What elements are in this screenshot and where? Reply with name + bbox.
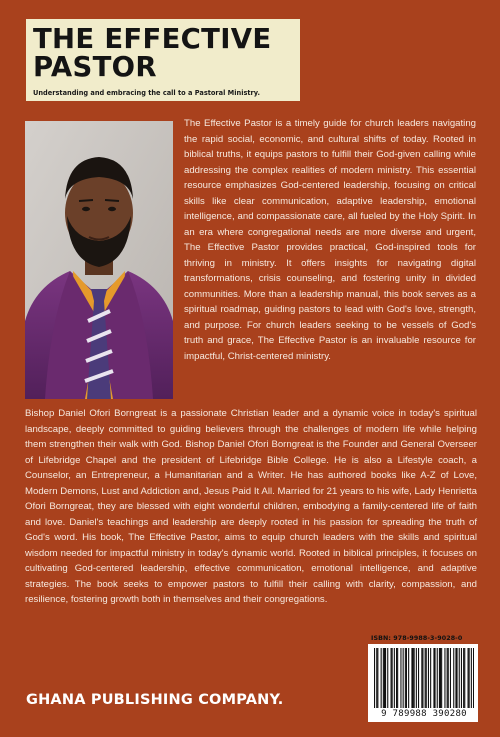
book-description: The Effective Pastor is a timely guide for church leaders navigating the rapid social, economic, and cultural shifts of today. Rooted in biblical truths, it equips pastors to fulfill their God-given calling while addressing the complex realities of modern ministry. This essential resource emphasizes God-centered leadership, focusing on critical skills like clear communication, adaptive leadership, emotional intelligence, and compassionate care, all fueled by the Holy Spirit. In an era where congregational needs are more diverse and urgent, The Effective Pastor provides practical, God-inspired tools for thriving in ministry. It offers insights for navigating digital transformations, crisis counseling, and fostering unity in divided communities. More than a leadership manual, this book serves as a spiritual roadmap, guiding pastors to lead with God's love, strength, and purpose. For church leaders seeking to be vessels of God's truth and grace, The Effective Pastor is an invaluable resource for impactful, Christ-centered ministry. bbox=[184, 118, 476, 362]
barcode-block bbox=[368, 635, 478, 719]
author-portrait-image bbox=[25, 121, 173, 399]
book-title-line-2: PASTOR bbox=[33, 51, 157, 83]
barcode-icon bbox=[374, 648, 474, 708]
title-box bbox=[26, 19, 300, 101]
barcode-number: 9 789988 390280 bbox=[381, 709, 467, 719]
book-title-line-1: THE EFFECTIVE bbox=[33, 23, 272, 55]
author-photo bbox=[25, 121, 173, 399]
barcode-label bbox=[368, 644, 478, 722]
publisher-name: GHANA PUBLISHING COMPANY. bbox=[26, 692, 284, 708]
author-bio: Bishop Daniel Ofori Borngreat is a passionate Christian leader and a dynamic voice in today's spiritual landscape, deeply committed to guiding believers through the challenges of modern life while helping them strengthen their walk with God. Bishop Daniel Ofori Borngreat is the Founder and General Overseer of Lifebridge Chapel and the president of Lifebridge Bible College. He is also a Lifestyle coach, a Counselor, an Entrepreneur, a Humanitarian and a Writer. He has authored books like A-Z of Love, Modern Demons, Lust and Addiction and, Jesus Paid It All. Married for 21 years to his wife, Lady Henrietta Ofori Borngreat, they are blessed with eight wonderful children, embodying a family-centered life of faith and love. Daniel's teachings and leadership are deeply rooted in his passion for spreading the truth of God's word. His book, The Effective Pastor, aims to equip church leaders with the skills and spiritual wisdom needed for impactful ministry in today's dynamic world. Rooted in biblical principles, it focuses on cultivating God-centered leadership, effective communication, emotional intelligence, and adaptive strategies. The book seeks to empower pastors to fulfill their calling with clarity, compassion, and resilience, fostering growth both in themselves and their congregations. bbox=[25, 408, 477, 605]
book-subtitle: Understanding and embracing the call to a Pastoral Ministry. bbox=[33, 89, 260, 97]
isbn-label: ISBN: 978-9988-3-9028-0 bbox=[371, 635, 463, 642]
